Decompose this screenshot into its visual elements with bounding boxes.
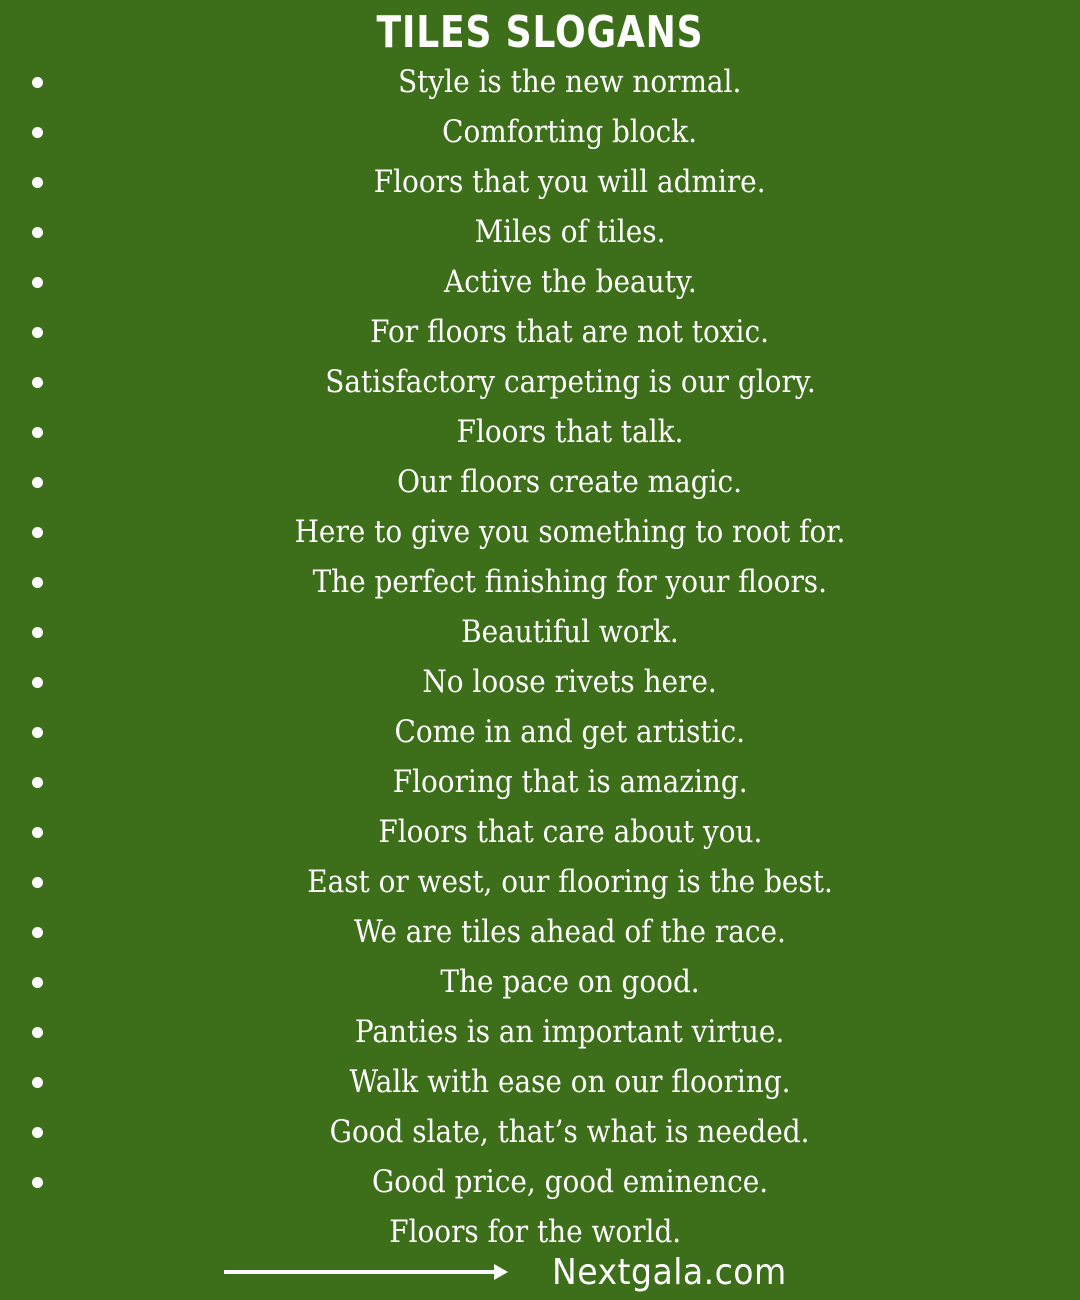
bullet-icon bbox=[32, 177, 43, 188]
list-item bbox=[0, 857, 1080, 907]
bullet-icon bbox=[32, 927, 43, 938]
bullet-icon bbox=[32, 727, 43, 738]
list-item bbox=[0, 657, 1080, 707]
bullet-icon bbox=[32, 627, 43, 638]
slogan-text: Here to give you something to root for. bbox=[294, 514, 846, 550]
slogan-text: Comforting block. bbox=[442, 114, 698, 150]
bullet-icon bbox=[32, 877, 43, 888]
bullet-icon bbox=[32, 327, 43, 338]
bullet-icon bbox=[32, 77, 43, 88]
list-item bbox=[0, 607, 1080, 657]
bullet-icon bbox=[32, 827, 43, 838]
list-item bbox=[0, 807, 1080, 857]
list-item bbox=[0, 1057, 1080, 1107]
slogan-text: No loose rivets here. bbox=[422, 664, 718, 700]
bullet-icon bbox=[32, 1027, 43, 1038]
bullet-icon bbox=[32, 227, 43, 238]
slogan-text: The perfect finishing for your floors. bbox=[312, 564, 828, 600]
slogan-text: Walk with ease on our flooring. bbox=[349, 1064, 791, 1100]
bullet-icon bbox=[32, 127, 43, 138]
right-arrow-icon bbox=[224, 1262, 510, 1282]
slogan-text: Good price, good eminence. bbox=[371, 1164, 769, 1200]
list-item bbox=[0, 1157, 1080, 1207]
list-item bbox=[0, 257, 1080, 307]
slogan-text: Panties is an important virtue. bbox=[355, 1014, 785, 1050]
list-item bbox=[0, 1107, 1080, 1157]
closing-slogan-text: Floors for the world. bbox=[389, 1214, 681, 1250]
bullet-icon bbox=[32, 777, 43, 788]
slogan-text: Satisfactory carpeting is our glory. bbox=[324, 364, 816, 400]
bullet-icon bbox=[32, 977, 43, 988]
bullet-icon bbox=[32, 377, 43, 388]
page-title: TILES SLOGANS bbox=[376, 7, 704, 58]
list-item bbox=[0, 57, 1080, 107]
list-item bbox=[0, 307, 1080, 357]
slogan-text: Floors that care about you. bbox=[377, 814, 763, 850]
slogan-text: We are tiles ahead of the race. bbox=[354, 914, 786, 950]
bullet-icon bbox=[32, 1127, 43, 1138]
list-item bbox=[0, 107, 1080, 157]
slogan-text: Good slate, that’s what is needed. bbox=[330, 1114, 810, 1150]
bullet-icon bbox=[32, 277, 43, 288]
slogan-text: East or west, our flooring is the best. bbox=[307, 864, 833, 900]
list-item bbox=[0, 1007, 1080, 1057]
bullet-icon bbox=[32, 1177, 43, 1188]
list-item bbox=[0, 757, 1080, 807]
slogan-list bbox=[0, 57, 1080, 1207]
slogan-text: Miles of tiles. bbox=[474, 214, 666, 250]
list-item bbox=[0, 407, 1080, 457]
bullet-icon bbox=[32, 427, 43, 438]
slogan-text: Come in and get artistic. bbox=[394, 714, 746, 750]
bullet-icon bbox=[32, 527, 43, 538]
list-item bbox=[0, 707, 1080, 757]
slogan-text: Floors that you will admire. bbox=[374, 164, 766, 200]
slogan-text: Active the beauty. bbox=[443, 264, 697, 300]
slogan-text: The pace on good. bbox=[440, 964, 700, 1000]
bullet-icon bbox=[32, 1077, 43, 1088]
list-item bbox=[0, 457, 1080, 507]
bullet-icon bbox=[32, 677, 43, 688]
slogan-text: Our floors create magic. bbox=[397, 464, 743, 500]
slogan-text: Style is the new normal. bbox=[398, 64, 742, 100]
list-item bbox=[0, 507, 1080, 557]
list-item bbox=[0, 957, 1080, 1007]
list-item bbox=[0, 157, 1080, 207]
list-item bbox=[0, 207, 1080, 257]
closing-slogan bbox=[0, 1207, 1080, 1257]
slogan-text: Beautiful work. bbox=[461, 614, 679, 650]
list-item bbox=[0, 907, 1080, 957]
list-item bbox=[0, 557, 1080, 607]
bullet-icon bbox=[32, 477, 43, 488]
bullet-icon bbox=[32, 577, 43, 588]
slogan-text: For floors that are not toxic. bbox=[370, 314, 770, 350]
list-item bbox=[0, 357, 1080, 407]
slogan-text: Flooring that is amazing. bbox=[392, 764, 748, 800]
slogan-text: Floors that talk. bbox=[456, 414, 684, 450]
site-name: Nextgala.com bbox=[552, 1252, 787, 1293]
